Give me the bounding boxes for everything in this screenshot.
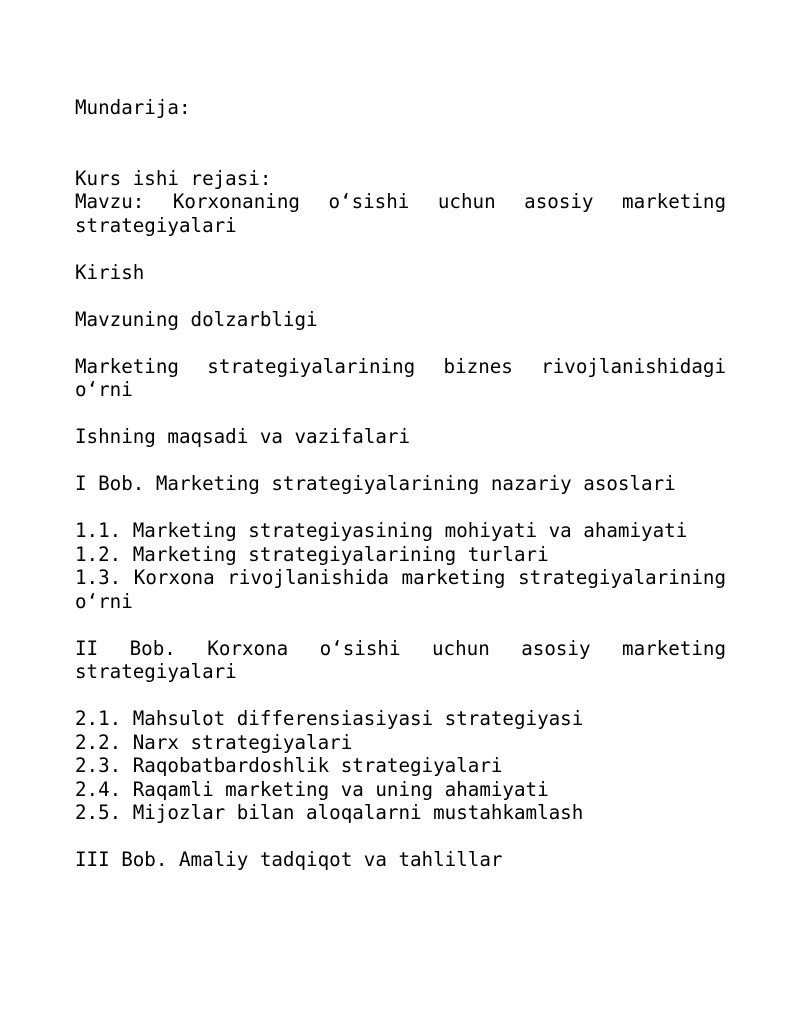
document-page [75, 96, 738, 872]
chapter2-item-5: 2.5. Mijozlar bilan aloqalarni mustahkamlash [75, 801, 584, 824]
intro-title: Kirish [75, 260, 145, 284]
chapter1-item-3: 1.3. Korxona rivojlanishida marketing strategiyalarining o‘rni [75, 566, 738, 613]
chapter2-title: II Bob. Korxona o‘sishi uchun asosiy marketing strategiyalari [75, 636, 738, 683]
intro-item-relevance: Mavzuning dolzarbligi [75, 307, 318, 331]
plan-title: Kurs ishi rejasi: [75, 166, 272, 190]
chapter2-item-1: 2.1. Mahsulot differensiasiyasi strategiyasi [75, 707, 584, 730]
topic-line: Mavzu: Korxonaning o‘sishi uchun asosiy marketing strategiyalari [75, 190, 738, 237]
chapter2-item-2: 2.2. Narx strategiyalari [75, 730, 353, 754]
intro-item-goals: Ishning maqsadi va vazifalari [75, 425, 411, 448]
chapter3-title: III Bob. Amaliy tadqiqot va tahlillar [75, 848, 503, 871]
contents-heading: Mundarija: [75, 96, 191, 119]
chapter1-item-1: 1.1. Marketing strategiyasining mohiyati va ahamiyati [75, 519, 688, 542]
chapter1-title: I Bob. Marketing strategiyalarining nazariy asoslari [75, 472, 676, 495]
chapter2-item-3: 2.3. Raqobatbardoshlik strategiyalari [75, 754, 503, 777]
chapter2-item-4: 2.4. Raqamli marketing va uning ahamiyati [75, 777, 549, 801]
chapter1-item-2: 1.2. Marketing strategiyalarining turlari [75, 542, 549, 566]
intro-item-role: Marketing strategiyalarining biznes rivojlanishidagi o‘rni [75, 354, 738, 401]
